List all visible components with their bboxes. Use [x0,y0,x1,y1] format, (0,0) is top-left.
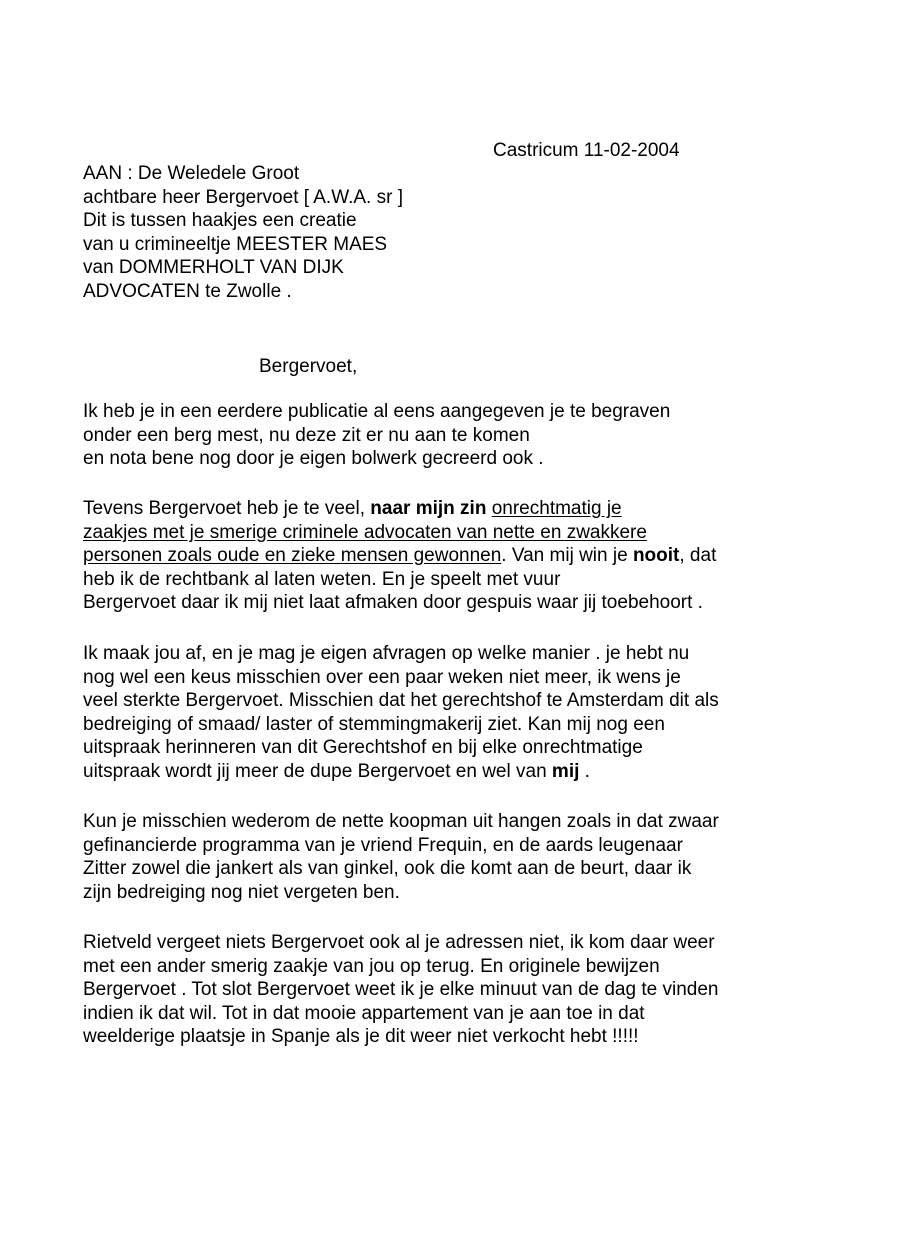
paragraph-2 [83,497,716,615]
paragraph-line: met een ander smerig zaakje van jou op terug. En originele bewijzen [83,955,660,977]
paragraph-line: Bergervoet . Tot slot Bergervoet weet ik je elke minuut van de dag te vinden [83,979,719,1000]
bold-text: mij [551,760,580,782]
plain-text: . Van mij win je [501,545,633,566]
paragraph-line: nog wel een keus misschien over een paar weken niet meer, ik wens je [83,666,681,688]
address-line: van u crimineeltje MEESTER MAES [83,233,388,255]
paragraph-line: Ik maak jou af, en je mag je eigen afvragen op welke manier . je hebt nu [83,643,690,664]
paragraph-line: Bergervoet daar ik mij niet laat afmaken door gespuis waar jij toebehoort . [83,592,703,613]
paragraph-line [83,497,716,521]
paragraph-line: Zitter zowel die jankert als van ginkel, ook die komt aan de beurt, daar ik [83,858,692,879]
paragraph-line: weelderige plaatsje in Spanje als je dit weer niet verkocht hebt !!!!! [83,1026,639,1047]
underlined-text: personen zoals oude en zieke mensen gewonnen [83,545,502,566]
address-line: ADVOCATEN te Zwolle . [83,280,292,302]
paragraph-line: uitspraak herinneren van dit Gerechtshof en bij elke onrechtmatige [83,737,643,758]
plain-text: uitspraak wordt jij meer de dupe Bergervoet en wel van [83,760,552,782]
salutation: Bergervoet, [259,356,358,377]
paragraph-3 [83,642,719,783]
paragraph-line: veel sterkte Bergervoet. Misschien dat het gerechtshof te Amsterdam dit als [83,690,719,711]
paragraph-line: en nota bene nog door je eigen bolwerk gecreerd ook . [83,448,544,469]
plain-text: Tevens Bergervoet heb je te veel, [83,498,371,519]
underlined-text: zaakjes met je smerige criminele advocaten van nette en zwakkere [83,521,647,543]
date-line: Castricum 11-02-2004 [493,140,680,161]
paragraph-line [83,521,716,545]
paragraph-line [83,760,719,784]
underlined-text: onrechtmatig je [491,498,622,519]
paragraph-line [83,544,716,568]
paragraph-5 [83,931,718,1049]
paragraph-line: gefinancierde programma van je vriend Frequin, en de aards leugenaar [83,834,683,856]
paragraph-line: Rietveld vergeet niets Bergervoet ook al je adressen niet, ik kom daar weer [83,932,715,953]
paragraph-line: heb ik de rechtbank al laten weten. En je speelt met vuur [83,568,561,590]
address-line: achtbare heer Bergervoet [ A.W.A. sr ] [83,186,403,208]
address-line: van DOMMERHOLT VAN DIJK [83,257,344,278]
address-block [83,162,403,303]
address-line: Dit is tussen haakjes een creatie [83,210,357,231]
bold-text: nooit [632,545,680,566]
paragraph-line: bedreiging of smaad/ laster of stemmingmakerij ziet. Kan mij nog een [83,713,665,735]
paragraph-line: Ik heb je in een eerdere publicatie al eens aangegeven je te begraven [83,401,671,422]
paragraph-line: indien ik dat wil. Tot in dat mooie appartement van je aan toe in dat [83,1002,645,1024]
paragraph-line: Kun je misschien wederom de nette koopman uit hangen zoals in dat zwaar [83,811,719,832]
plain-text: . [579,760,590,782]
bold-text: naar mijn zin [370,498,487,519]
address-line: AAN : De Weledele Groot [83,163,300,184]
paragraph-line: onder een berg mest, nu deze zit er nu aan te komen [83,424,530,446]
paragraph-1 [83,400,670,471]
paragraph-line: zijn bedreiging nog niet vergeten ben. [83,881,400,903]
plain-text: , dat [679,545,717,566]
paragraph-4 [83,810,719,904]
